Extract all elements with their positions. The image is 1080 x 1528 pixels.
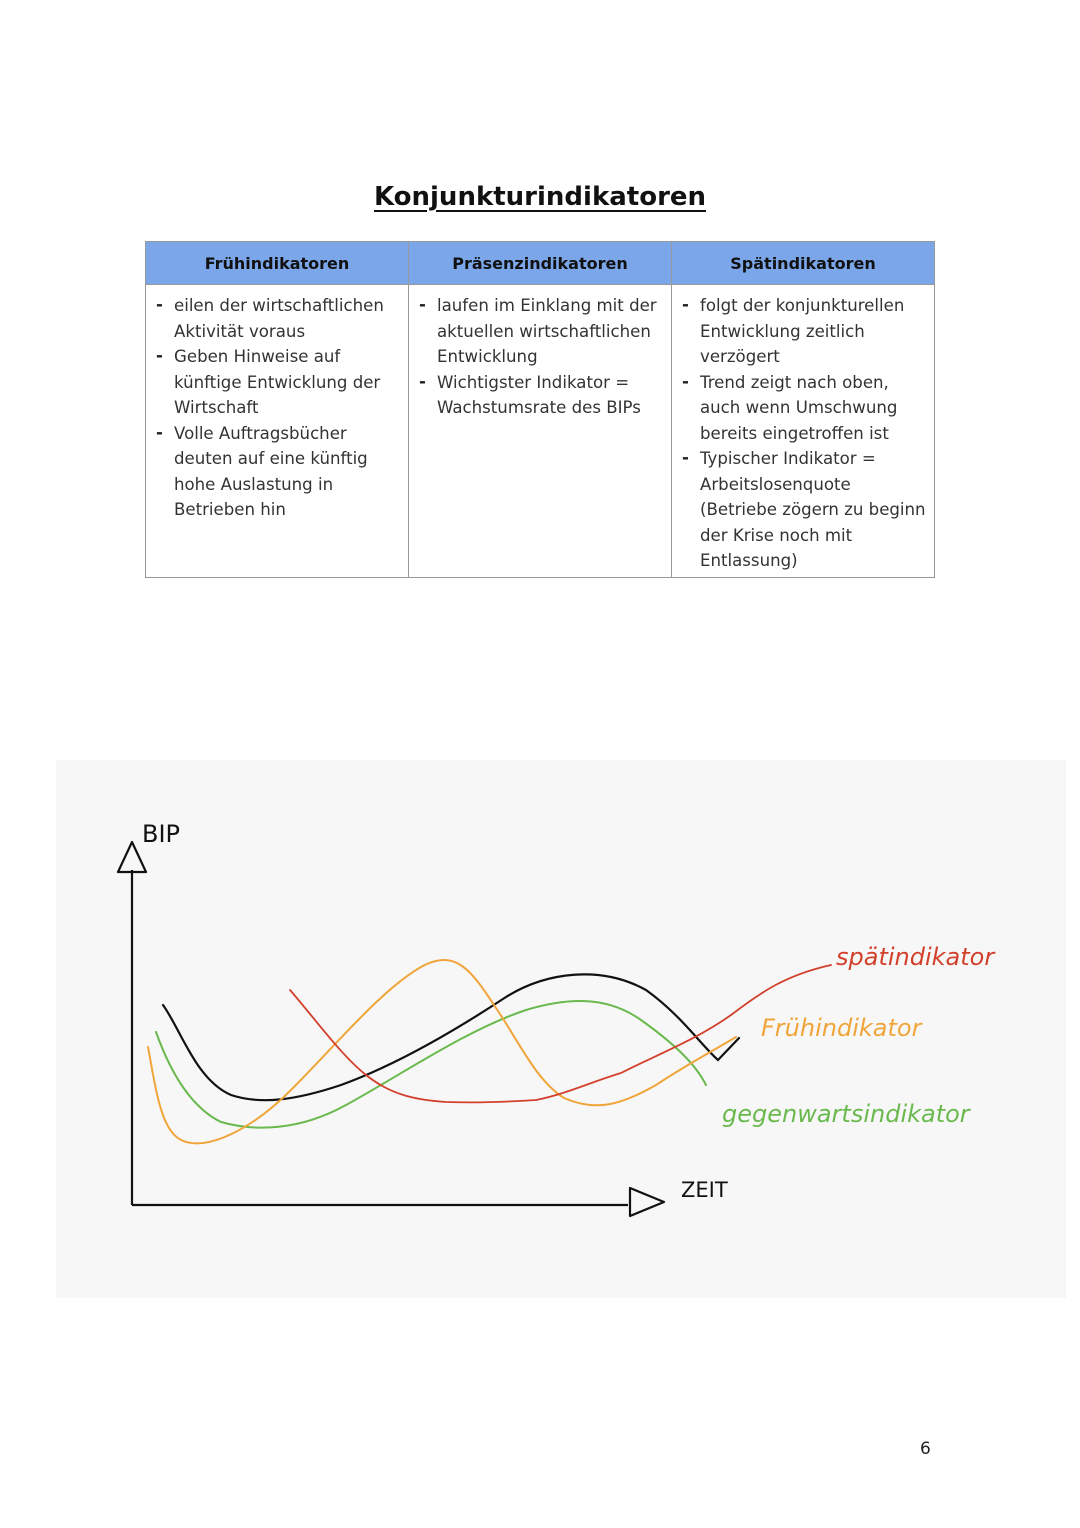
list-item: - Trend zeigt nach oben, auch wenn Umschwung bereits eingetroffen ist <box>672 370 926 447</box>
present-indicator-label: gegenwartsindikator <box>722 1100 970 1128</box>
bullet-list <box>672 293 934 574</box>
header-spaetindikatoren: Spätindikatoren <box>672 242 935 285</box>
list-item: - eilen der wirtschaftlichen Aktivität voraus <box>146 293 400 344</box>
y-axis-label: BIP <box>142 820 181 848</box>
x-axis-arrowhead <box>630 1188 664 1216</box>
late-indicator-curve <box>290 965 831 1102</box>
table-header-row <box>146 242 935 285</box>
gdp-curve <box>163 974 739 1100</box>
cell-spaetindikatoren <box>672 285 935 578</box>
business-cycle-sketch <box>56 760 1066 1298</box>
early-indicator-label: Frühindikator <box>761 1014 922 1042</box>
present-indicator-curve <box>156 1001 706 1128</box>
late-indicator-label: spätindikator <box>836 943 995 971</box>
page-title: Konjunkturindikatoren <box>373 182 707 212</box>
header-praesenzindikatoren: Präsenzindikatoren <box>409 242 672 285</box>
list-item: - laufen im Einklang mit der aktuellen wirtschaftlichen Entwicklung <box>409 293 663 370</box>
header-fruehindikatoren: Frühindikatoren <box>146 242 409 285</box>
indicator-table <box>145 241 935 578</box>
bullet-list <box>146 293 408 523</box>
early-indicator-curve <box>148 960 736 1143</box>
list-item: - Typischer Indikator = Arbeitslosenquote (Betriebe zögern zu beginn der Krise noch mit Entlassung) <box>672 446 926 574</box>
list-item: - Wichtigster Indikator = Wachstumsrate des BIPs <box>409 370 663 421</box>
cell-fruehindikatoren <box>146 285 409 578</box>
list-item: - Volle Auftragsbücher deuten auf eine künftig hohe Auslastung in Betrieben hin <box>146 421 400 523</box>
list-item: - Geben Hinweise auf künftige Entwicklung der Wirtschaft <box>146 344 400 421</box>
cell-praesenzindikatoren <box>409 285 672 578</box>
bullet-list <box>409 293 671 421</box>
page-number: 6 <box>920 1439 931 1459</box>
x-axis-label: ZEIT <box>681 1178 728 1202</box>
list-item: - folgt der konjunkturellen Entwicklung zeitlich verzögert <box>672 293 926 370</box>
table-row <box>146 285 935 578</box>
